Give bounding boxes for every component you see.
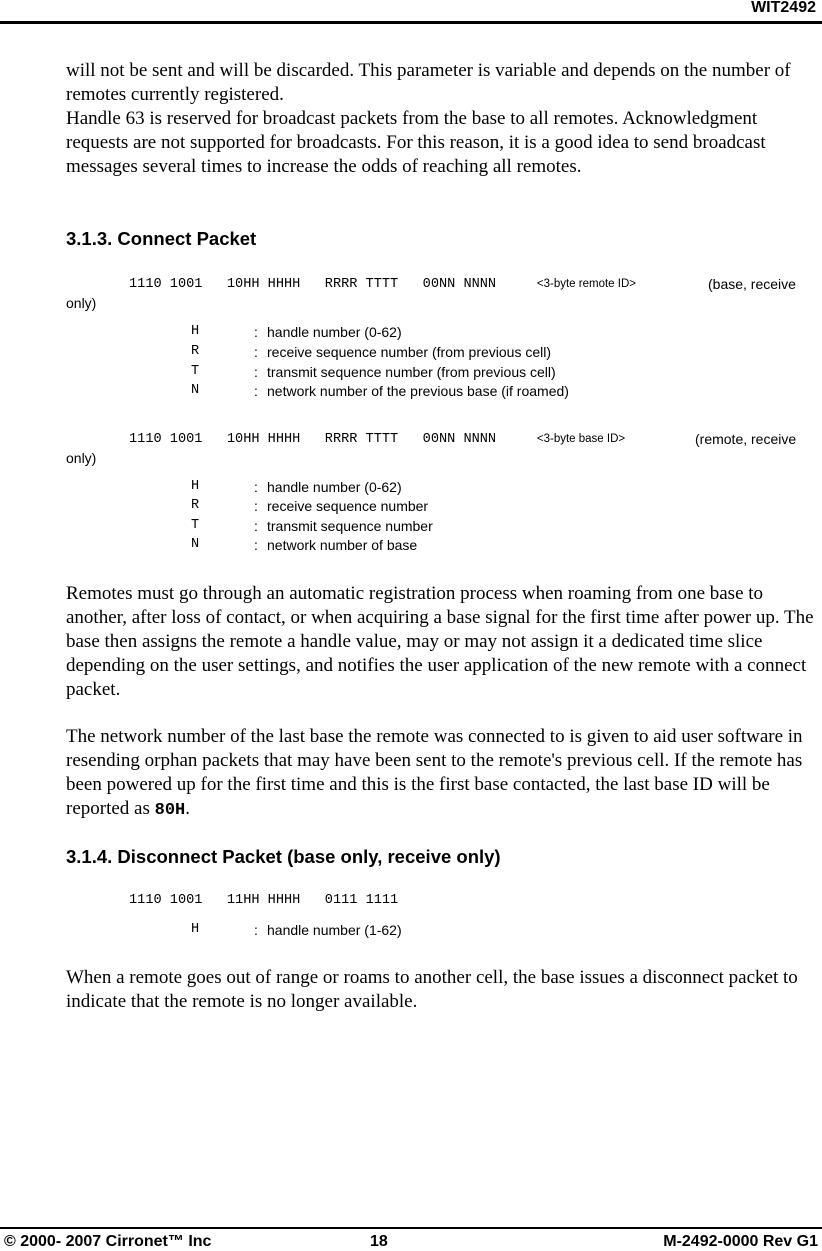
field-key: H bbox=[191, 479, 200, 494]
section-heading-disconnect-packet: 3.1.4. Disconnect Packet (base only, receive only) bbox=[66, 846, 501, 867]
footer-copyright: © 2000- 2007 Cirronet™ Inc bbox=[4, 1233, 212, 1250]
field-colon: : bbox=[254, 324, 258, 340]
connect-base-direction: (base, receive bbox=[708, 276, 796, 292]
connect-base-packet-format bbox=[129, 277, 636, 292]
field-colon: : bbox=[254, 922, 258, 938]
field-desc: handle number (0-62) bbox=[267, 324, 402, 340]
inline-code-80h: 80H bbox=[154, 801, 186, 820]
field-colon: : bbox=[254, 479, 258, 495]
field-desc: handle number (1-62) bbox=[267, 922, 402, 938]
field-desc: network number of the previous base (if roamed) bbox=[267, 383, 569, 399]
footer-document-number: M-2492-0000 Rev G1 bbox=[663, 1233, 818, 1250]
para-text-end: . bbox=[185, 798, 190, 819]
disconnect-paragraph: When a remote goes out of range or roams to another cell, the base issues a disconnect packet to indicate that the remote is no longer available. bbox=[66, 967, 798, 1012]
field-colon: : bbox=[254, 383, 258, 399]
connect-paragraph-registration: Remotes must go through an automatic registration process when roaming from one base to another, after loss of contact, or when acquiring a base signal for the first time after power up. The base then assigns the remote a handle value, may or may not assign it a dedicated time slice depending on the user settings, and notifies the user application of the new remote with a connect packet. bbox=[66, 583, 814, 700]
field-key: H bbox=[191, 324, 200, 339]
field-key: N bbox=[191, 537, 200, 552]
connect-remote-code: 1110 1001 10HH HHHH RRRR TTTT 00NN NNNN bbox=[129, 432, 497, 447]
connect-base-direction-cont: only) bbox=[66, 295, 97, 311]
field-desc: handle number (0-62) bbox=[267, 479, 402, 495]
field-key: R bbox=[191, 344, 200, 359]
intro-paragraph-2: Handle 63 is reserved for broadcast packets from the base to all remotes. Acknowledgment requests are not supported for broadcasts. For this reason, it is a good idea to send broadcast messages several times to increase the odds of reaching all remotes. bbox=[66, 108, 766, 177]
connect-remote-direction-cont: only) bbox=[66, 450, 97, 466]
field-key: T bbox=[191, 364, 200, 379]
field-desc: receive sequence number bbox=[267, 498, 429, 514]
field-desc: transmit sequence number (from previous cell) bbox=[267, 364, 556, 380]
field-colon: : bbox=[254, 498, 258, 514]
footer-page-number: 18 bbox=[370, 1233, 388, 1250]
field-key: H bbox=[191, 922, 200, 937]
footer-divider bbox=[0, 1227, 822, 1229]
field-colon: : bbox=[254, 364, 258, 380]
para-text: The network number of the last base the remote was connected to is given to aid user software in resending orphan packets that may have been sent to the remote's previous cell. If the remote has been powered up for the first time and this is the first base contacted, the last base ID will be reported as bbox=[66, 726, 803, 819]
connect-base-id-label: <3-byte remote ID> bbox=[536, 278, 636, 290]
connect-paragraph-network-number bbox=[66, 725, 816, 823]
field-key: T bbox=[191, 518, 200, 533]
section-heading-connect-packet: 3.1.3. Connect Packet bbox=[66, 228, 257, 249]
field-colon: : bbox=[254, 518, 258, 534]
page-header-title: WIT2492 bbox=[751, 0, 816, 16]
intro-paragraph-1: will not be sent and will be discarded. This parameter is variable and depends on the number of remotes currently registered. bbox=[66, 60, 791, 105]
field-desc: network number of base bbox=[267, 537, 418, 553]
field-colon: : bbox=[254, 344, 258, 360]
field-colon: : bbox=[254, 537, 258, 553]
field-key: N bbox=[191, 383, 200, 398]
field-desc: transmit sequence number bbox=[267, 518, 433, 534]
disconnect-packet-format: 1110 1001 11HH HHHH 0111 1111 bbox=[129, 893, 399, 908]
field-desc: receive sequence number (from previous cell) bbox=[267, 344, 552, 360]
field-key: R bbox=[191, 498, 200, 513]
connect-remote-packet-format bbox=[129, 432, 625, 447]
connect-remote-direction: (remote, receive bbox=[695, 431, 797, 447]
header-divider bbox=[0, 21, 822, 24]
connect-remote-id-label: <3-byte base ID> bbox=[536, 433, 626, 445]
connect-base-code: 1110 1001 10HH HHHH RRRR TTTT 00NN NNNN bbox=[129, 277, 497, 292]
